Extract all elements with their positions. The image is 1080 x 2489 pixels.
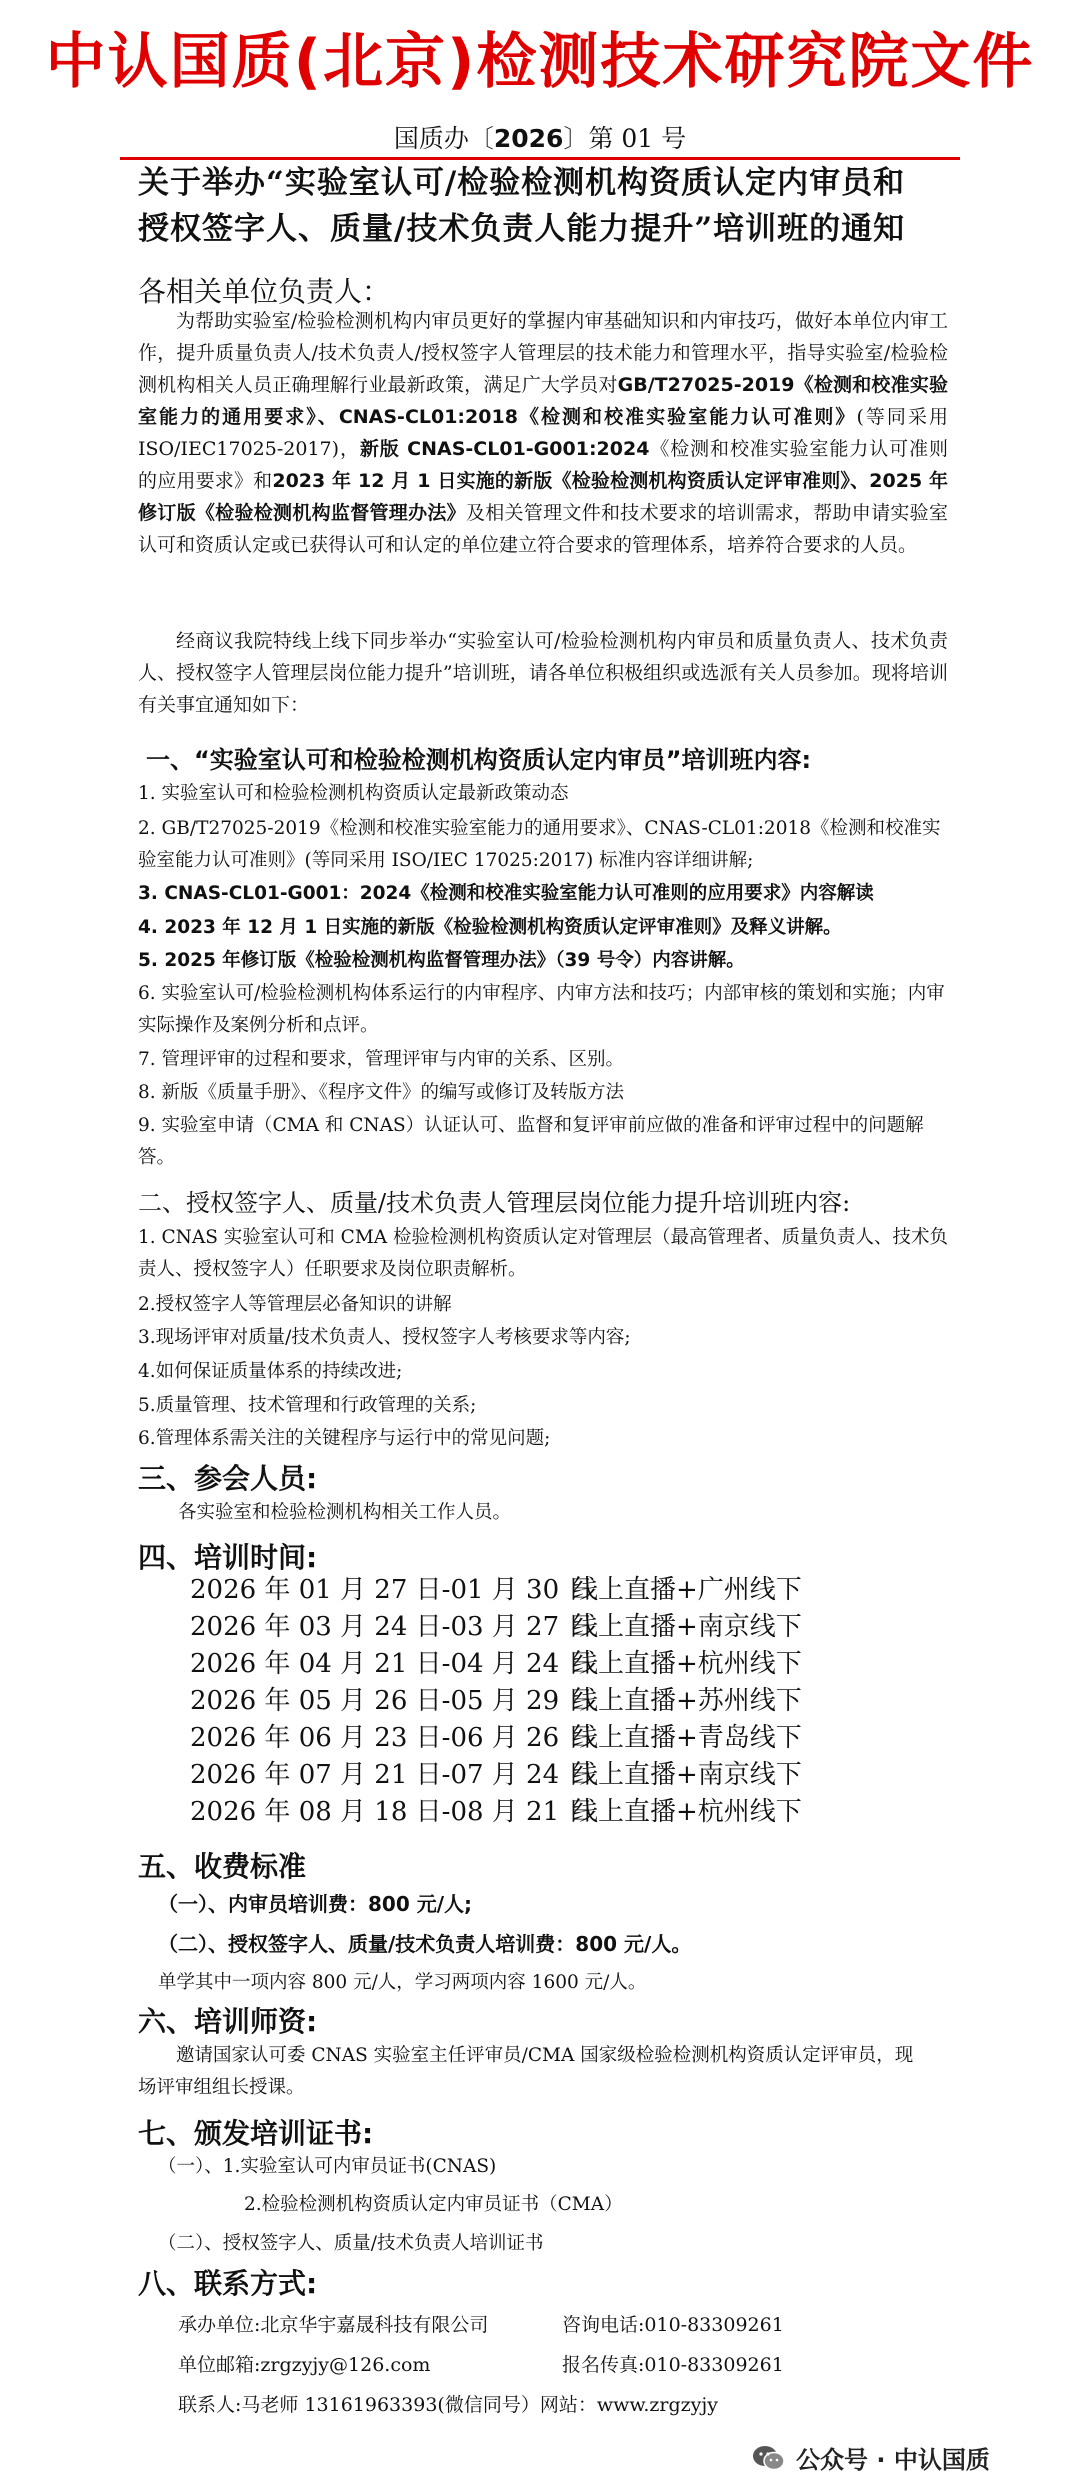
section-2-heading: 二、授权签字人、质量/技术负责人管理层岗位能力提升培训班内容: — [138, 1189, 851, 1217]
unit-email: 单位邮箱:zrgzyjy@126.com — [178, 2354, 431, 2376]
s1-item-8: 8. 新版《质量手册》、《程序文件》的编写或修订及转版方法 — [138, 1082, 625, 1103]
intro-bold-rules: 2023 年 12 月 1 日实施的新版《检验检测机构资质认定评审准则》、2025 年修订版《检验检测机构监督管理办法》 — [138, 470, 948, 524]
session-place: 线上直播+南京线下 — [572, 1612, 802, 1642]
s2-item-6: 6.管理体系需关注的关键程序与运行中的常见问题; — [138, 1428, 551, 1449]
session-place: 线上直播+青岛线下 — [572, 1723, 802, 1753]
intro-paragraph-1 — [138, 305, 948, 561]
signup-fax: 报名传真:010-83309261 — [562, 2354, 784, 2376]
s1-item-4: 4. 2023 年 12 月 1 日实施的新版《检验检测机构资质认定评审准则》及释义讲解。 — [138, 917, 842, 938]
session-dates: 2026 年 03 月 24 日-03 月 27 日 — [190, 1612, 594, 1642]
cert-signatory: （二）、授权签字人、质量/技术负责人培训证书 — [158, 2233, 544, 2254]
intro-bold-standards: GB/T27025-2019《检测和校准实验室能力的通用要求》、CNAS-CL01:2018《检测和校准实验室能力认可准则》 — [138, 374, 948, 428]
section-6-heading: 六、培训师资: — [138, 2005, 318, 2038]
intro-paragraph-2: 经商议我院特线上线下同步举办“实验室认可/检验检测机构内审员和质量负责人、技术负责人、授权签字人管理层岗位能力提升”培训班，请各单位积极组织或选派有关人员参加。现将培训有关事宜通知如下： — [138, 630, 948, 716]
session-dates: 2026 年 05 月 26 日-05 月 29 日 — [190, 1686, 594, 1716]
session-row — [190, 1683, 802, 1720]
notice-title — [138, 160, 1038, 252]
cert-cnas: （一）、1.实验室认可内审员证书(CNAS) — [158, 2156, 497, 2177]
session-dates: 2026 年 08 月 18 日-08 月 21 日 — [190, 1797, 594, 1827]
fee-internal-auditor: （一）、内审员培训费：800 元/人; — [158, 1892, 473, 1916]
session-row — [190, 1572, 802, 1609]
title-line-2: 授权签字人、质量/技术负责人能力提升”培训班的通知 — [138, 211, 906, 247]
s3-text: 各实验室和检验检测机构相关工作人员。 — [178, 1502, 512, 1523]
doc-year: 2026 — [493, 124, 564, 153]
org-masthead-title: 中认国质(北京)检测技术研究院文件 — [45, 27, 1035, 97]
cert-cma: 2.检验检测机构资质认定内审员证书（CMA） — [244, 2194, 623, 2215]
wechat-watermark — [752, 2440, 990, 2475]
section-5-heading: 五、收费标准 — [138, 1850, 307, 1883]
title-line-1: 关于举办“实验室认可/检验检测机构资质认定内审员和 — [138, 165, 906, 201]
session-place: 线上直播+广州线下 — [572, 1575, 802, 1605]
organizer: 承办单位:北京华宇嘉晟科技有限公司 — [178, 2314, 489, 2336]
session-place: 线上直播+苏州线下 — [572, 1686, 802, 1716]
session-row — [190, 1757, 802, 1794]
session-place: 线上直播+南京线下 — [572, 1760, 802, 1790]
intro-bold-cnas: 新版 CNAS-CL01-G001:2024 — [359, 438, 650, 460]
section-7-heading: 七、颁发培训证书: — [138, 2117, 374, 2150]
section-4-heading: 四、培训时间: — [138, 1541, 318, 1574]
watermark-text: 公众号 · 中认国质 — [796, 2446, 990, 2474]
s2-item-4: 4.如何保证质量体系的持续改进; — [138, 1361, 403, 1382]
s2-item-1: 1. CNAS 实验室认可和 CMA 检验检测机构资质认定对管理层（最高管理者、质量负责人、技术负责人、授权签字人）任职要求及岗位职责解析。 — [138, 1227, 949, 1280]
session-row — [190, 1609, 802, 1646]
doc-prefix: 国质办〔 — [393, 124, 494, 153]
fee-signatory: （二）、授权签字人、质量/技术负责人培训费：800 元/人。 — [158, 1932, 692, 1956]
session-dates: 2026 年 04 月 21 日-04 月 24 日 — [190, 1649, 594, 1679]
intro-text-e: 及相关管理文件和技术要求的培训需求，帮助申请实验室认可和资质认定或已获得认可和认定的单位建立符合要求的管理体系，培养符合要求的人员。 — [138, 502, 948, 556]
section-1-heading: 一、“实验室认可和检验检测机构资质认定内审员”培训班内容: — [146, 746, 812, 774]
s2-item-3: 3.现场评审对质量/技术负责人、授权签字人考核要求等内容; — [138, 1327, 631, 1348]
section-3-heading: 三、参会人员: — [138, 1462, 318, 1495]
session-dates: 2026 年 01 月 27 日-01 月 30 日 — [190, 1575, 594, 1605]
s2-item-2: 2.授权签字人等管理层必备知识的讲解 — [138, 1294, 452, 1315]
s2-item-5: 5.质量管理、技术管理和行政管理的关系; — [138, 1395, 477, 1416]
s1-item-6: 6. 实验室认可/检验检测机构体系运行的内审程序、内审方法和技巧；内部审核的策划和实施；内审实际操作及案例分析和点评。 — [138, 983, 945, 1036]
session-row — [190, 1720, 802, 1757]
s1-item-3: 3. CNAS-CL01-G001：2024《检测和校准实验室能力认可准则的应用要求》内容解读 — [138, 883, 874, 904]
fee-note: 单学其中一项内容 800 元/人，学习两项内容 1600 元/人。 — [158, 1972, 647, 1993]
s1-item-5: 5. 2025 年修订版《检验检测机构监督管理办法》（39 号令）内容讲解。 — [138, 950, 745, 971]
intro-text-c: (等同采用 ISO/IEC17025-2017)， — [138, 406, 948, 460]
greeting: 各相关单位负责人： — [138, 275, 391, 308]
session-place: 线上直播+杭州线下 — [572, 1649, 802, 1679]
consult-phone: 咨询电话:010-83309261 — [562, 2314, 784, 2336]
session-row — [190, 1794, 802, 1831]
contact-person: 联系人:马老师 13161963393(微信同号）网站：www.zrgzyjy — [178, 2394, 719, 2416]
s1-item-2: 2. GB/T27025-2019《检测和校准实验室能力的通用要求》、CNAS-CL01:2018《检测和校准实验室能力认可准则》(等同采用 ISO/IEC 17025:2017) 标准内容详细讲解; — [138, 818, 941, 871]
intro-text-a: 为帮助实验室/检验检测机构内审员更好的掌握内审基础知识和内审技巧，做好本单位内审工作，提升质量负责人/技术负责人/授权签字人管理层的技术能力和管理水平，指导实验室/检验检测机构相关人员正确理解行业最新政策，满足广大学员对 — [138, 310, 948, 396]
wechat-icon — [752, 2444, 786, 2472]
doc-suffix: 〕第 01 号 — [563, 124, 687, 153]
s1-item-7: 7. 管理评审的过程和要求，管理评审与内审的关系、区别。 — [138, 1049, 625, 1070]
section-8-heading: 八、联系方式: — [138, 2267, 318, 2300]
s1-item-9: 9. 实验室申请（CMA 和 CNAS）认证认可、监督和复评审前应做的准备和评审过程中的问题解答。 — [138, 1115, 924, 1168]
session-dates: 2026 年 07 月 21 日-07 月 24 日 — [190, 1760, 594, 1790]
s6-text: 邀请国家认可委 CNAS 实验室主任评审员/CMA 国家级检验检测机构资质认定评审员，现场评审组组长授课。 — [138, 2045, 914, 2098]
document-number — [0, 124, 1080, 154]
session-place: 线上直播+杭州线下 — [572, 1797, 802, 1827]
intro-text-d: 《检测和校准实验室能力认可准则的应用要求》和 — [138, 438, 948, 492]
session-row — [190, 1646, 802, 1683]
s1-item-1: 1. 实验室认可和检验检测机构资质认定最新政策动态 — [138, 783, 569, 804]
session-dates: 2026 年 06 月 23 日-06 月 26 日 — [190, 1723, 594, 1753]
